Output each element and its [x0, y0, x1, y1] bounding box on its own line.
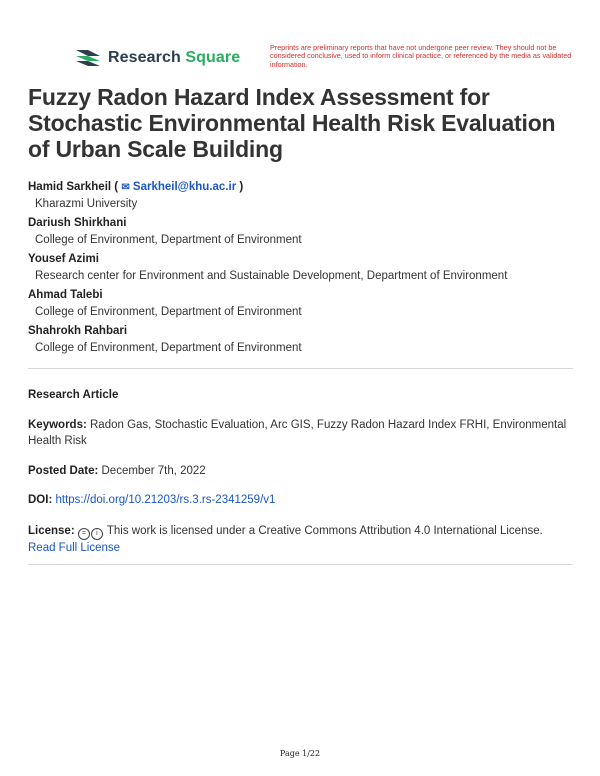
research-square-logo-icon — [74, 47, 102, 69]
author-name: Dariush Shirkhani — [28, 217, 127, 229]
author-name: Ahmad Talebi — [28, 289, 103, 301]
keywords: Keywords: Radon Gas, Stochastic Evaluation, Arc GIS, Fuzzy Radon Hazard Index FRHI, Environmental Health Risk — [28, 419, 567, 447]
author-affiliation: College of Environment, Department of Environment — [35, 342, 302, 354]
read-full-license-link[interactable]: Read Full License — [28, 542, 121, 554]
posted-date: Posted Date: December 7th, 2022 — [28, 465, 206, 477]
author-name: Hamid Sarkheil ( ✉ Sarkheil@khu.ac.ir ) — [28, 181, 244, 193]
cc-by-icon: i — [91, 528, 103, 540]
section-divider — [28, 368, 573, 369]
section-divider — [28, 564, 573, 565]
brand-name: Research Square — [108, 49, 241, 66]
author-affiliation: Kharazmi University — [35, 198, 138, 210]
author-affiliation: College of Environment, Department of Environment — [35, 306, 302, 318]
paper-title: Fuzzy Radon Hazard Index Assessment for Stochastic Environmental Health Risk Evaluation of Urban Scale Building — [28, 84, 556, 162]
author-name: Yousef Azimi — [28, 253, 99, 265]
preprint-notice: Preprints are preliminary reports that have not undergone peer review. They should not be considered conclusive, used to inform clinical practice, or referenced by the media as validated information. — [270, 43, 572, 69]
author-email-link[interactable]: Sarkheil@khu.ac.ir — [132, 181, 237, 193]
doi: DOI: https://doi.org/10.21203/rs.3.rs-2341259/v1 — [28, 494, 276, 506]
author-affiliation: College of Environment, Department of Environment — [35, 234, 302, 246]
author-name: Shahrokh Rahbari — [28, 325, 128, 337]
license: License: = i This work is licensed under a Creative Commons Attribution 4.0 International License. Read Full License — [28, 525, 543, 554]
research-square-logo[interactable] — [74, 47, 240, 69]
doi-link[interactable]: https://doi.org/10.21203/rs.3.rs-2341259/v1 — [55, 494, 276, 506]
author-list — [28, 179, 578, 359]
author-affiliation: Research center for Environment and Sustainable Development, Department of Environment — [35, 270, 508, 282]
article-type: Research Article — [28, 389, 119, 401]
envelope-icon: ✉ — [121, 182, 130, 193]
page-number: Page 1/22 — [279, 749, 321, 758]
cc-icon: = — [78, 528, 90, 540]
